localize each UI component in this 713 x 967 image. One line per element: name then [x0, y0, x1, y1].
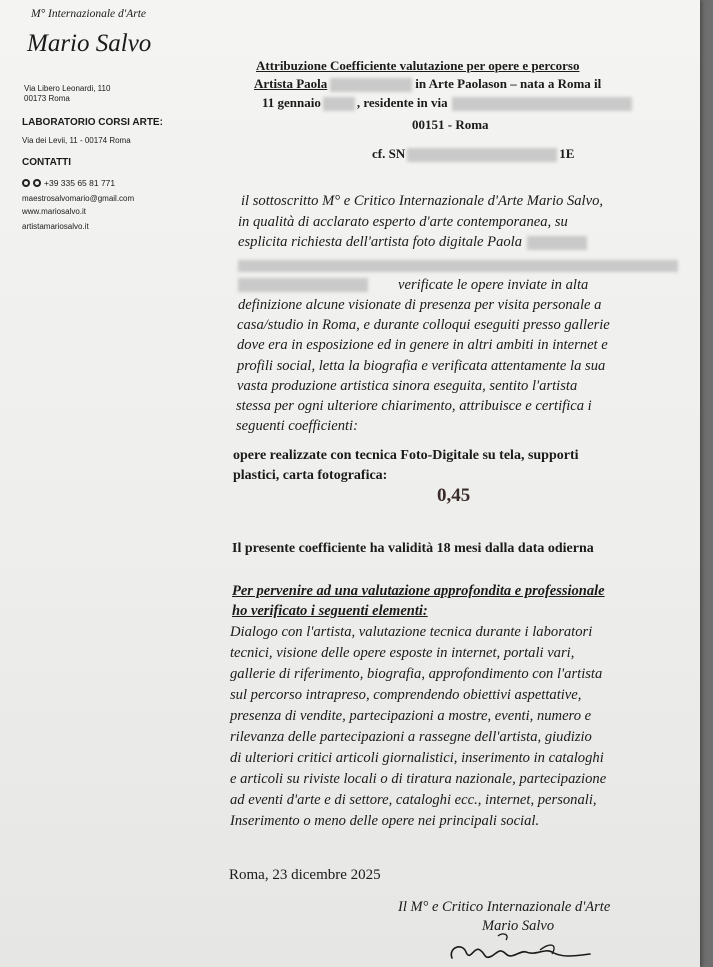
contact-website: www.mariosalvo.it: [22, 207, 87, 216]
contacts-heading: CONTATTI: [22, 157, 72, 168]
facebook-icon: [22, 179, 30, 187]
redacted-line: [238, 257, 678, 271]
place-date: Roma, 23 dicembre 2025: [229, 867, 381, 883]
body-line-6: casa/studio in Roma, e durante colloqui eseguiti presso gallerie: [237, 317, 610, 333]
lab-heading: LABORATORIO CORSI ARTE:: [22, 117, 163, 128]
verification-line-3: gallerie di riferimento, biografia, approfondimento con l'artista: [230, 666, 603, 682]
letterhead-name: Mario Salvo: [27, 30, 152, 57]
signature-name: Mario Salvo: [482, 918, 555, 934]
verification-line-9: ad eventi d'arte e di settore, cataloghi ecc., internet, personali,: [230, 792, 597, 808]
contact-phone: +39 335 65 81 771: [44, 178, 116, 188]
contact-website-2: artistamariosalvo.it: [22, 222, 89, 231]
verification-heading-1: Per pervenire ad una valutazione approfondita e professionale: [232, 583, 605, 599]
body-line-3: esplicita richiesta dell'artista foto digitale Paola: [238, 234, 587, 251]
letterhead-address-line1: Via Libero Leonardi, 110: [24, 84, 111, 93]
body-line-4: verificate le opere inviate in alta: [238, 276, 588, 294]
header-line-5: cf. SN 1E: [372, 146, 575, 161]
verification-line-7: di ulteriori critici articoli giornalistici, inserimento in cataloghi: [230, 750, 604, 766]
body-line-8: profili social, letta la biografia e verificata attentamente la sua: [237, 358, 606, 374]
technique-line-2: plastici, carta fotografica:: [233, 468, 388, 483]
verification-heading-2: ho verificato i seguenti elementi:: [232, 603, 428, 619]
coefficient-value: 0,45: [437, 485, 471, 506]
header-line-1: Attribuzione Coefficiente valutazione per opere e percorso: [256, 58, 580, 73]
letterhead-title: M° Internazionale d'Arte: [31, 8, 147, 20]
header-line-2: Artista Paola in Arte Paolason – nata a Roma il: [254, 76, 602, 91]
verification-line-2: tecnici, visione delle opere esposte in internet, portali vari,: [230, 645, 575, 661]
body-line-1: il sottoscritto M° e Critico Internazionale d'Arte Mario Salvo,: [241, 193, 604, 209]
letterhead-address-line2: 00173 Roma: [24, 94, 70, 103]
body-line-10: stessa per ogni ulteriore chiarimento, attribuisce e certifica i: [236, 398, 592, 414]
verification-line-5: presenza di vendite, partecipazioni a mostre, eventi, numero e: [230, 708, 592, 724]
header-line-4: 00151 - Roma: [412, 117, 489, 132]
body-line-7: dove era in esposizione ed in genere in altri ambiti in internet e: [237, 337, 608, 353]
verification-line-4: sul percorso intrapreso, comprendendo obiettivi aspettative,: [230, 687, 582, 703]
body-line-2: in qualità di acclarato esperto d'arte contemporanea, su: [238, 214, 568, 230]
body-line-9: vasta produzione artistica sinora eseguita, sentito l'artista: [237, 378, 578, 394]
technique-line-1: opere realizzate con tecnica Foto-Digitale su tela, supporti: [233, 448, 579, 463]
handwritten-signature: [440, 928, 620, 967]
signature-title: Il M° e Critico Internazionale d'Arte: [398, 899, 611, 915]
body-line-11: seguenti coefficienti:: [236, 418, 358, 434]
lab-address: Via dei Levii, 11 - 00174 Roma: [22, 136, 131, 145]
contact-email: maestrosalvomario@gmail.com: [22, 194, 135, 203]
verification-line-6: rilevanza delle partecipazioni a rassegne dell'artista, giudizio: [230, 729, 592, 745]
verification-line-8: e articoli su riviste locali o di tiratura nazionale, partecipazione: [230, 771, 607, 787]
validity-statement: Il presente coefficiente ha validità 18 mesi dalla data odierna: [232, 541, 594, 556]
verification-line-10: Inserimento o meno delle opere nei principali social.: [230, 813, 540, 829]
body-line-5: definizione alcune visionate di presenza per visita personale a: [238, 297, 602, 313]
whatsapp-icon: [33, 179, 41, 187]
header-line-3: 11 gennaio , residente in via: [262, 95, 632, 111]
contact-phone-row: [22, 178, 115, 188]
verification-line-1: Dialogo con l'artista, valutazione tecnica durante i laboratori: [230, 624, 593, 640]
